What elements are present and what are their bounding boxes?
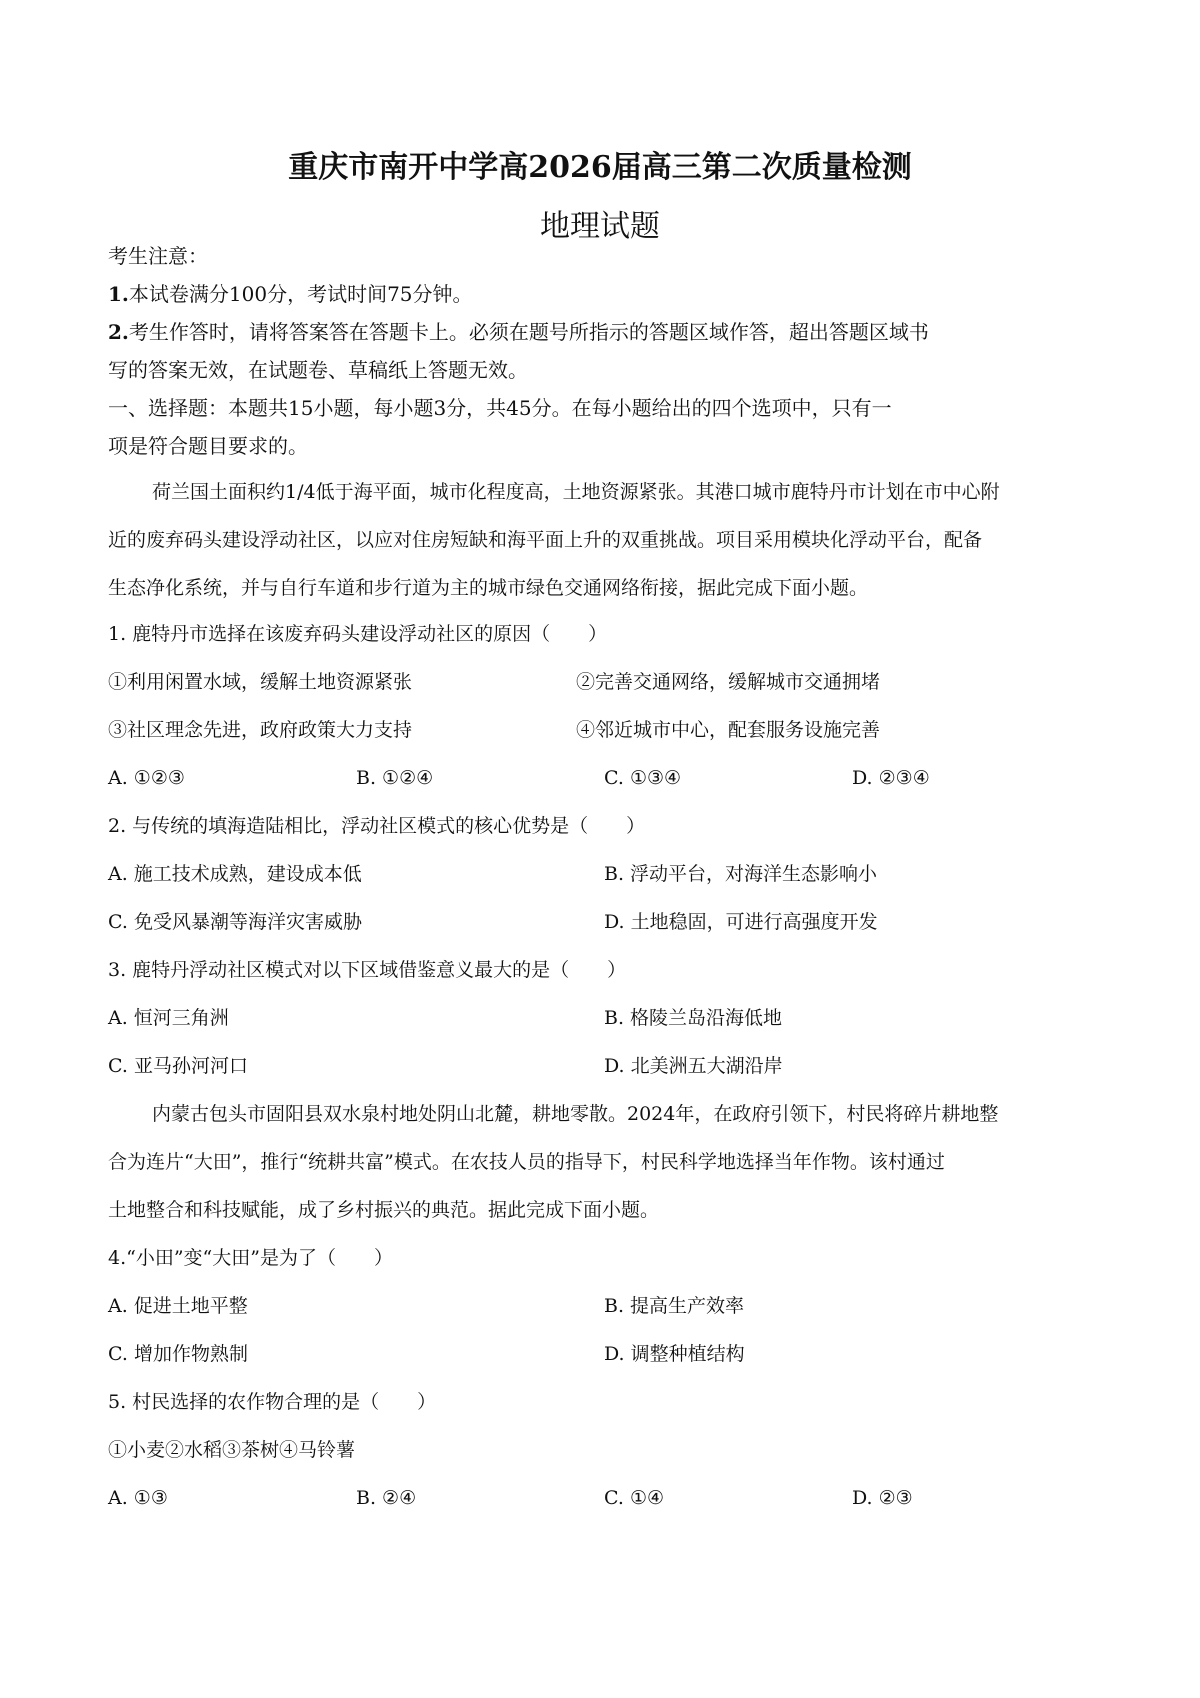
- passage-2-line-3: 土地整合和科技赋能，成了乡村振兴的典范。据此完成下面小题。: [108, 1199, 660, 1221]
- notice-item-2: [108, 318, 929, 346]
- notice-item-1: [108, 280, 473, 308]
- question-2-option-c: C. 免受风暴潮等海洋灾害威胁: [108, 911, 362, 933]
- question-5-option-a: A. ①③: [108, 1487, 168, 1509]
- notice-item-2-text: 考生作答时，请将答案答在答题卡上。必须在题号所指示的答题区域作答，超出答题区域书: [128, 320, 929, 344]
- notice-item-2-number: 2.: [108, 320, 129, 344]
- section-heading: 一、选择题：本题共15小题，每小题3分，共45分。在每小题给出的四个选项中，只有一: [108, 396, 892, 420]
- notice-item-1-text: 本试卷满分100分，考试时间75分钟。: [128, 282, 473, 306]
- question-1-option-c: C. ①③④: [604, 767, 682, 789]
- passage-2-line-2: 合为连片“大田”，推行“统耕共富”模式。在农技人员的指导下，村民科学地选择当年作物。该村通过: [108, 1151, 945, 1173]
- notice-item-2-line2: 写的答案无效，在试题卷、草稿纸上答题无效。: [108, 358, 528, 382]
- question-1-statement-3: ③社区理念先进，政府政策大力支持: [108, 719, 413, 741]
- notice-item-1-number: 1.: [108, 282, 129, 306]
- question-4-stem: 4.“小田”变“大田”是为了（ ）: [108, 1247, 393, 1269]
- passage-1-line-3: 生态净化系统，并与自行车道和步行道为主的城市绿色交通网络衔接，据此完成下面小题。: [108, 577, 869, 599]
- question-1-option-a: A. ①②③: [108, 767, 185, 789]
- question-4-option-b: B. 提高生产效率: [604, 1295, 745, 1317]
- passage-2-line-1: 内蒙古包头市固阳县双水泉村地处阴山北麓，耕地零散。2024年，在政府引领下，村民将碎片耕地整: [152, 1103, 999, 1125]
- question-1-option-b: B. ①②④: [356, 767, 434, 789]
- question-4-option-c: C. 增加作物熟制: [108, 1343, 248, 1365]
- question-3-option-a: A. 恒河三角洲: [108, 1007, 229, 1029]
- question-4-option-a: A. 促进土地平整: [108, 1295, 248, 1317]
- question-1-statement-2: ②完善交通网络，缓解城市交通拥堵: [576, 671, 881, 693]
- question-3-option-c: C. 亚马孙河河口: [108, 1055, 248, 1077]
- question-2-stem: 2. 与传统的填海造陆相比，浮动社区模式的核心优势是（ ）: [108, 815, 646, 837]
- passage-1-line-2: 近的废弃码头建设浮动社区，以应对住房短缺和海平面上升的双重挑战。项目采用模块化浮动平台，配备: [108, 529, 983, 551]
- question-5-stem: 5. 村民选择的农作物合理的是（ ）: [108, 1391, 437, 1413]
- question-5-items: ①小麦②水稻③茶树④马铃薯: [108, 1439, 356, 1461]
- question-3-option-d: D. 北美洲五大湖沿岸: [604, 1055, 783, 1077]
- question-5-option-c: C. ①④: [604, 1487, 665, 1509]
- question-3-option-b: B. 格陵兰岛沿海低地: [604, 1007, 783, 1029]
- question-3-stem: 3. 鹿特丹浮动社区模式对以下区域借鉴意义最大的是（ ）: [108, 959, 627, 981]
- question-2-option-b: B. 浮动平台，对海洋生态影响小: [604, 863, 878, 885]
- question-5-option-d: D. ②③: [852, 1487, 913, 1509]
- question-1-statement-4: ④邻近城市中心，配套服务设施完善: [576, 719, 881, 741]
- question-5-option-b: B. ②④: [356, 1487, 417, 1509]
- question-4-option-d: D. 调整种植结构: [604, 1343, 745, 1365]
- question-1-option-d: D. ②③④: [852, 767, 930, 789]
- section-heading-line2: 项是符合题目要求的。: [108, 434, 308, 458]
- notice-heading: 考生注意：: [108, 244, 208, 268]
- exam-subtitle: 地理试题: [540, 209, 660, 244]
- question-2-option-a: A. 施工技术成熟，建设成本低: [108, 863, 362, 885]
- question-1-stem: 1. 鹿特丹市选择在该废弃码头建设浮动社区的原因（ ）: [108, 623, 608, 645]
- exam-title: 重庆市南开中学高2026届高三第二次质量检测: [288, 150, 912, 185]
- passage-1-line-1: 荷兰国土面积约1/4低于海平面，城市化程度高，土地资源紧张。其港口城市鹿特丹市计划在市中心附: [152, 481, 1000, 503]
- question-1-statement-1: ①利用闲置水域，缓解土地资源紧张: [108, 671, 413, 693]
- question-2-option-d: D. 土地稳固，可进行高强度开发: [604, 911, 878, 933]
